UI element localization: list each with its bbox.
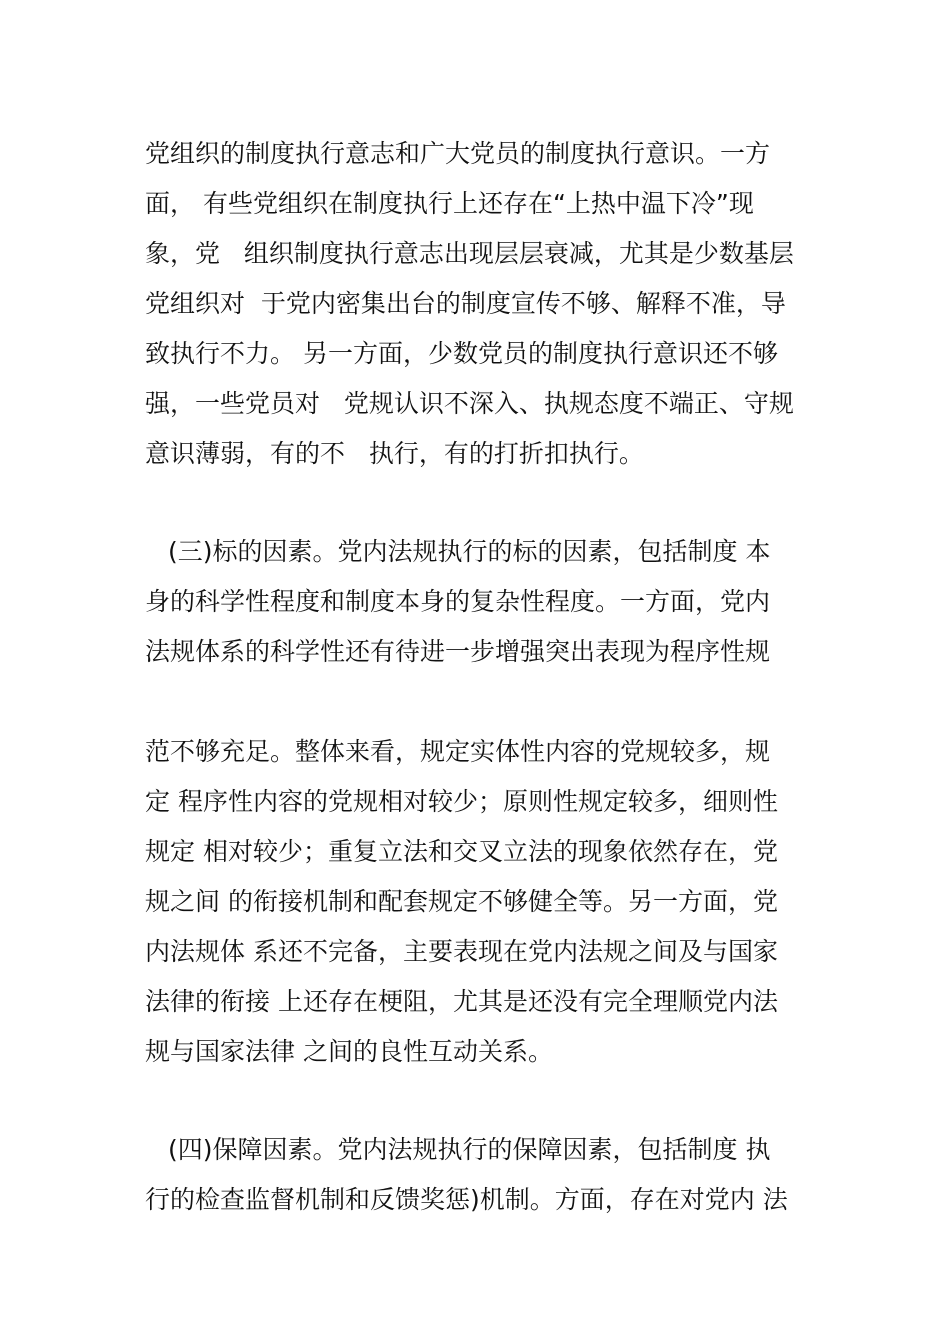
text-line: 行的检查监督机制和反馈奖惩)机制。方面，存在对党内 法 [145, 1185, 788, 1214]
text-line: 象，党 组织制度执行意志出现层层衰减，尤其是少数基层 [145, 239, 794, 268]
text-line: 范不够充足。整体来看，规定实体性内容的党规较多，规 [145, 737, 771, 766]
text-line: (三)标的因素。党内法规执行的标的因素，包括制度 本 [168, 537, 771, 566]
text-line: 规之间 的衔接机制和配套规定不够健全等。另一方面，党 [145, 887, 778, 916]
text-line: 党组织对 于党内密集出台的制度宣传不够、解释不准，导 [145, 289, 786, 318]
text-line: 强，一些党员对 党规认识不深入、执规态度不端正、守规 [145, 389, 794, 418]
text-line: 意识薄弱，有的不 执行，有的打折扣执行。 [145, 439, 644, 468]
text-line: 内法规体 系还不完备，主要表现在党内法规之间及与国家 [145, 937, 778, 966]
text-line: 身的科学性程度和制度本身的复杂性程度。一方面，党内 [145, 587, 771, 616]
text-line: 规定 相对较少；重复立法和交叉立法的现象依然存在，党 [145, 837, 778, 866]
text-line: 致执行不力。 另一方面，少数党员的制度执行意识还不够 [145, 339, 778, 368]
text-line: 规与国家法律 之间的良性互动关系。 [145, 1037, 553, 1066]
text-line: (四)保障因素。党内法规执行的保障因素，包括制度 执 [168, 1135, 771, 1164]
text-line: 面， 有些党组织在制度执行上还存在“上热中温下冷”现 [145, 189, 754, 218]
text-line: 党组织的制度执行意志和广大党员的制度执行意识。一方 [145, 139, 771, 168]
text-line: 定 程序性内容的党规相对较少；原则性规定较多，细则性 [145, 787, 778, 816]
text-line: 法律的衔接 上还存在梗阻，尤其是还没有完全理顺党内法 [145, 987, 778, 1016]
text-line: 法规体系的科学性还有待进一步增强突出表现为程序性规 [145, 637, 771, 666]
